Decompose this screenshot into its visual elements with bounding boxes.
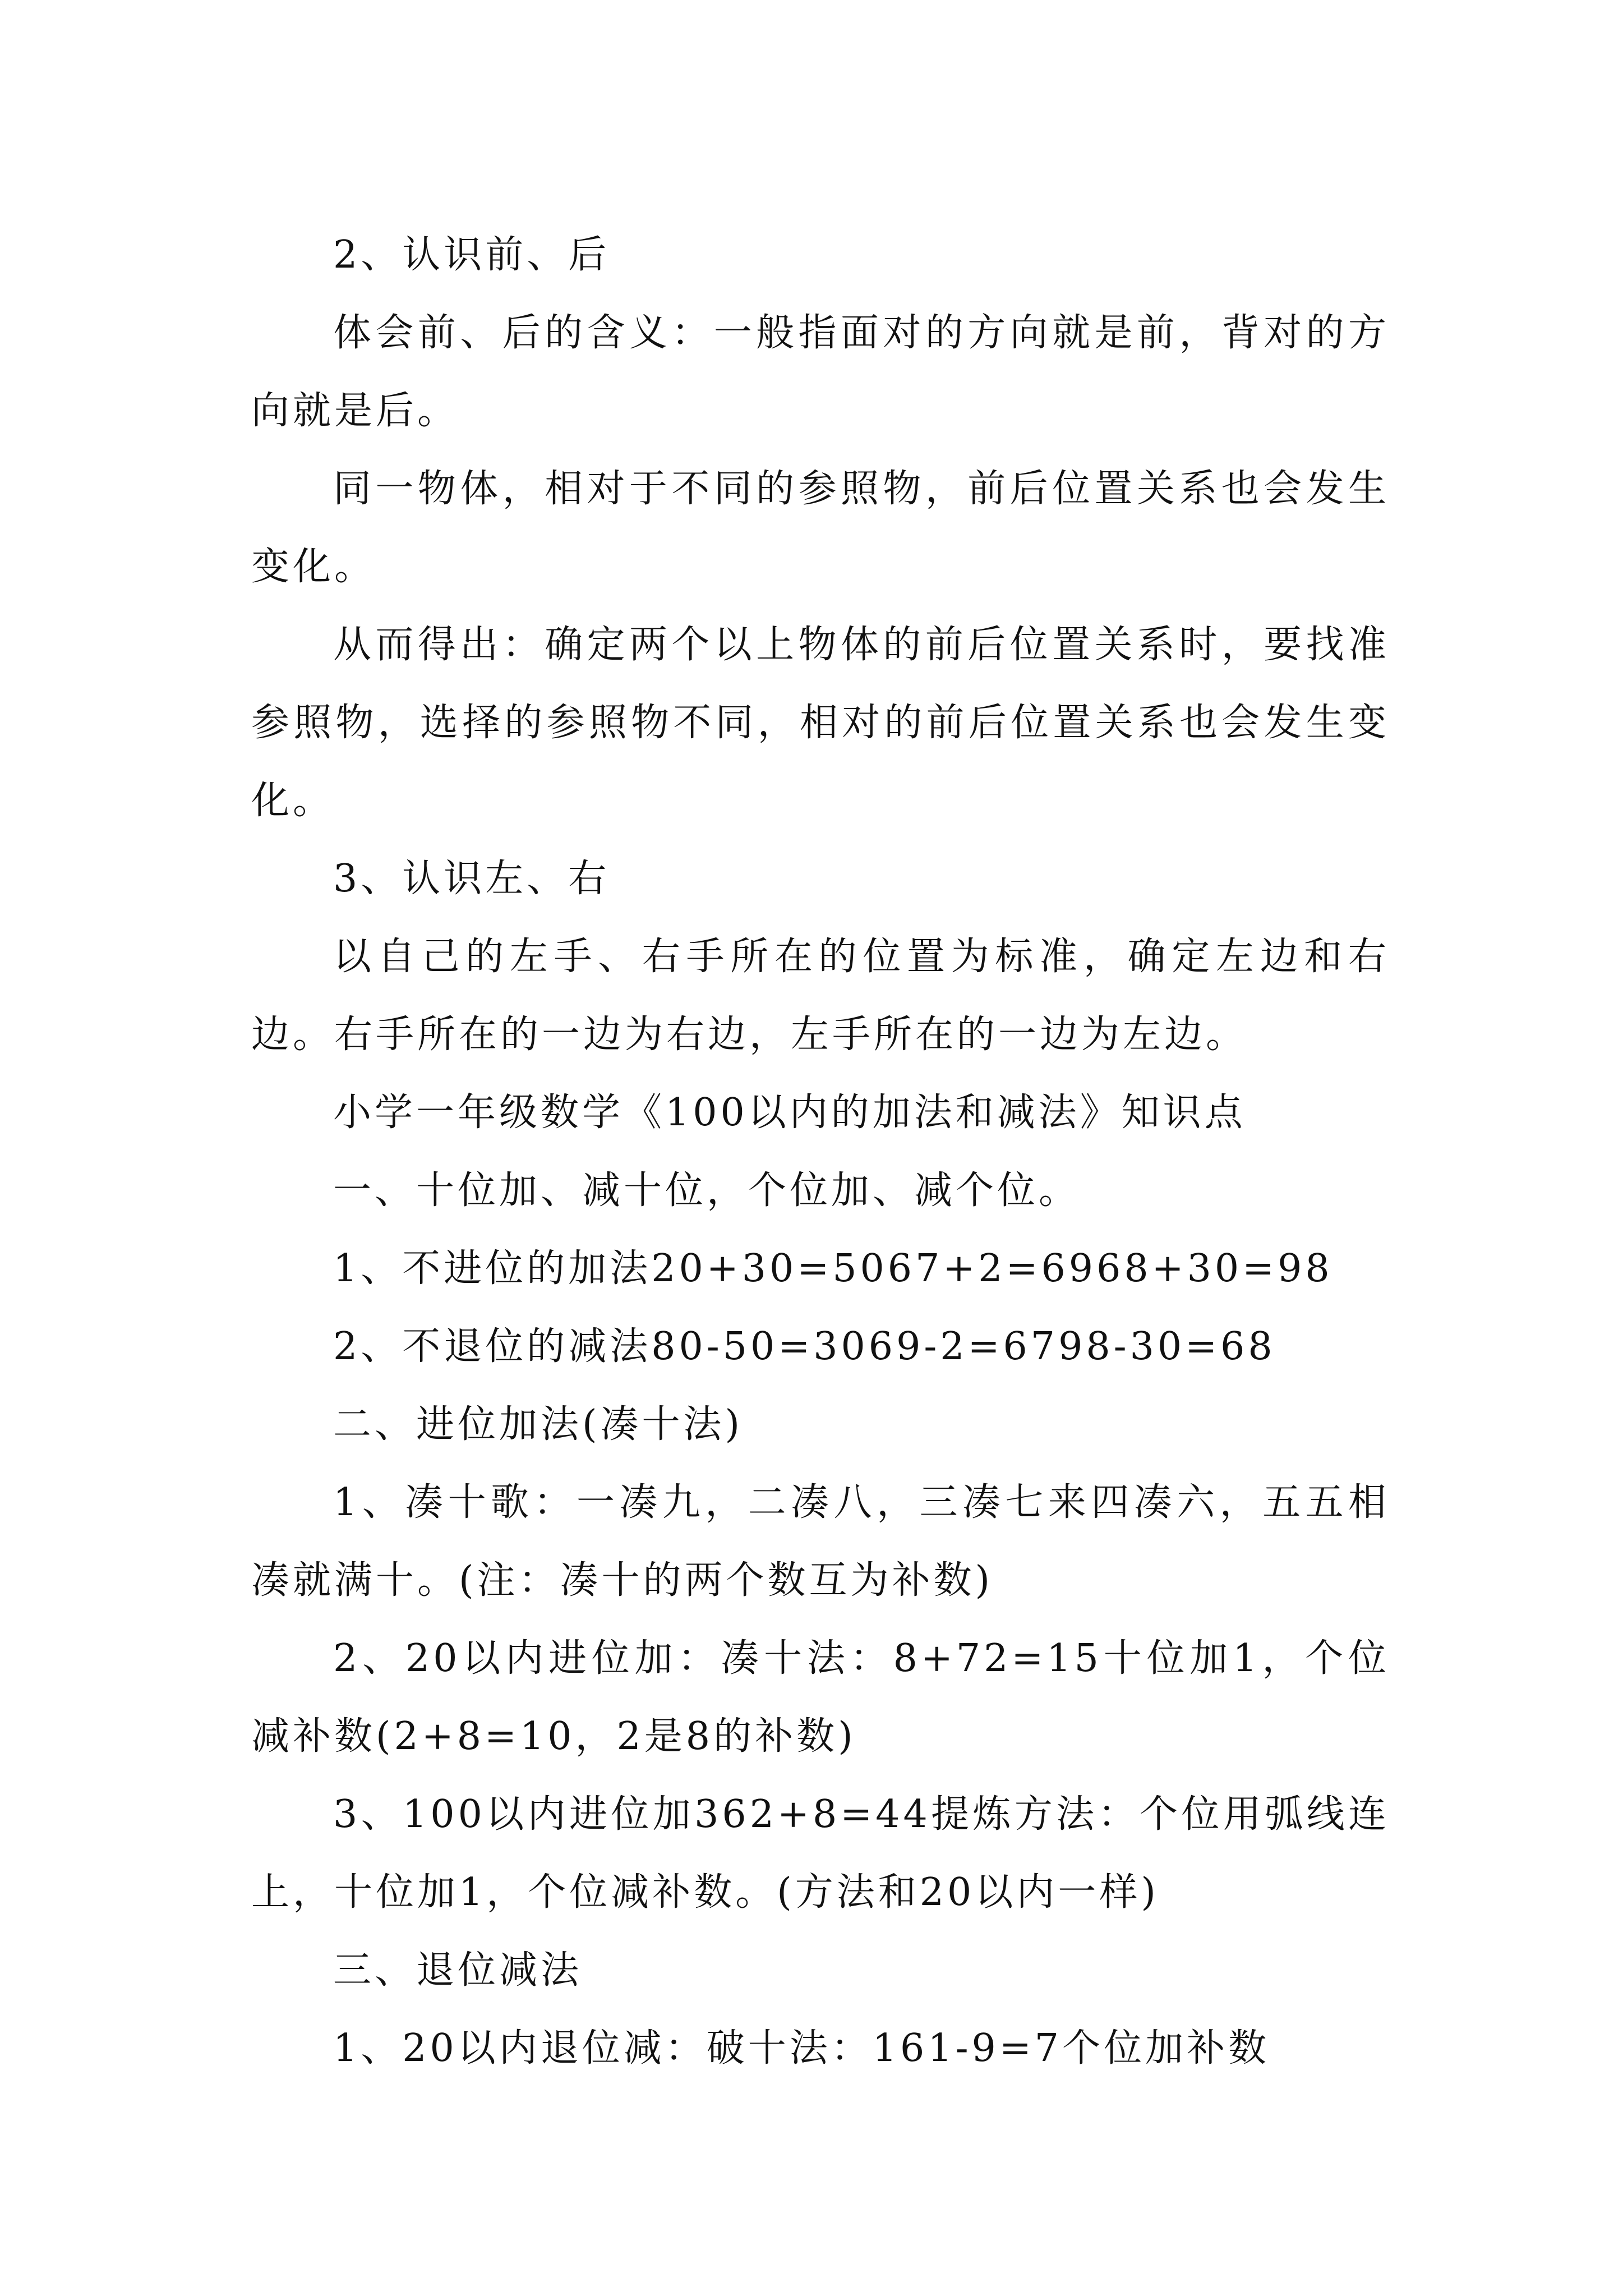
paragraph-borrow-within-20: 1、20以内退位减：破十法：161-9=7个位加补数 [333,2026,1270,2070]
paragraph-left-right-definition: 以自己的左手、右手所在的位置为标准，确定左边和右边。右手所在的一边为右边，左手所在的一边为左边。 [251,935,1390,1057]
paragraph-section-title: 小学一年级数学《100以内的加法和减法》知识点 [333,1091,1246,1135]
paragraph-carry-within-100: 3、100以内进位加362+8=44提炼方法：个位用弧线连上，十位加1，个位减补数。(方法和20以内一样) [251,1792,1390,1915]
paragraph-subtraction-no-borrow: 2、不退位的减法80-50=3069-2=6798-30=68 [333,1324,1276,1369]
paragraph-front-back-meaning: 体会前、后的含义：一般指面对的方向就是前，背对的方向就是后。 [251,311,1390,433]
paragraph-conclusion: 从而得出：确定两个以上物体的前后位置关系时，要找准参照物，选择的参照物不同，相对的前后位置关系也会发生变化。 [251,623,1390,823]
paragraph-part-three: 三、退位减法 [333,1948,583,1993]
paragraph-reference-change: 同一物体，相对于不同的参照物，前后位置关系也会发生变化。 [251,467,1390,589]
paragraph-heading-front-back: 2、认识前、后 [333,233,610,277]
document-body [251,216,1390,2087]
paragraph-carry-within-20: 2、20以内进位加：凑十法：8+72=15十位加1，个位减补数(2+8=10，2是8的补数) [251,1636,1390,1759]
paragraph-part-two: 二、进位加法(凑十法) [333,1402,744,1447]
paragraph-heading-left-right: 3、认识左、右 [333,857,610,901]
paragraph-addition-no-carry: 1、不进位的加法20+30=5067+2=6968+30=98 [333,1246,1333,1291]
paragraph-part-one: 一、十位加、减十位，个位加、减个位。 [333,1168,1081,1213]
paragraph-make-ten-song: 1、凑十歌：一凑九，二凑八，三凑七来四凑六，五五相凑就满十。(注：凑十的两个数互为补数) [251,1480,1390,1603]
